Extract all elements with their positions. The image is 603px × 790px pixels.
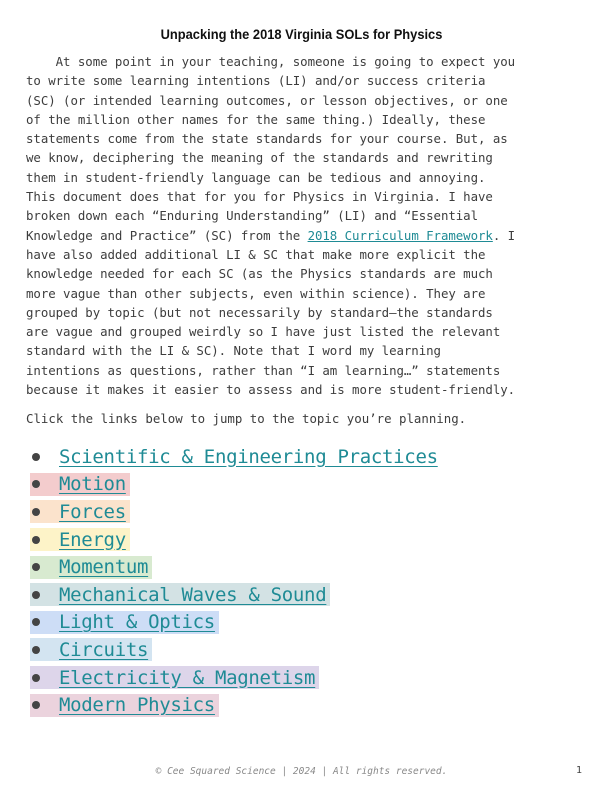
list-item bbox=[30, 526, 442, 554]
list-item bbox=[30, 443, 442, 471]
topic-highlight bbox=[30, 445, 442, 468]
page-number: 1 bbox=[576, 765, 583, 776]
list-item bbox=[30, 581, 442, 609]
bullet-icon bbox=[32, 508, 40, 516]
bullet-icon bbox=[32, 646, 40, 654]
topic-link-modern-physics[interactable]: Modern Physics bbox=[59, 694, 215, 717]
topic-link-energy[interactable]: Energy bbox=[59, 528, 126, 551]
bullet-icon bbox=[32, 563, 40, 571]
topic-highlight bbox=[30, 528, 130, 551]
topic-link-electricity-magnetism[interactable]: Electricity & Magnetism bbox=[59, 666, 316, 689]
intro-text-before-link: At some point in your teaching, someone is going to expect you to write some learning intentions (LI) and/or success criteria (SC) (or intended learning outcomes, or lesson objectives, or one of the million other names for the same thing.) Ideally, these statements come from the state standards for your course. But, as we know, deciphering the meaning of the standards and rewriting them in student-friendly language can be tedious and annoying. This document does that for you for Physics in Virginia. I have broken down each “Enduring Understanding” (LI) and “Essential Knowledge and Practice” (SC) from the bbox=[26, 54, 516, 243]
topic-highlight bbox=[30, 556, 152, 579]
bullet-icon bbox=[32, 591, 40, 599]
bullet-icon bbox=[32, 701, 40, 709]
topic-link-circuits[interactable]: Circuits bbox=[59, 638, 149, 661]
list-item bbox=[30, 471, 442, 499]
topic-link-light-optics[interactable]: Light & Optics bbox=[59, 611, 215, 634]
document-title: Unpacking the 2018 Virginia SOLs for Physics bbox=[160, 26, 443, 42]
list-item bbox=[30, 691, 442, 719]
click-instruction: Click the links below to jump to the topic you’re planning. bbox=[26, 411, 467, 426]
list-item bbox=[30, 498, 442, 526]
topic-highlight bbox=[30, 473, 130, 496]
list-item bbox=[30, 553, 442, 581]
intro-text-after-link: . I have also added additional LI & SC that make more explicit the knowledge needed for each SC (as the Physics standards are much more vague than other subjects, even within science). They are grouped by topic (but not necessarily by standard—the standards are vague and grouped weirdly so I have just listed the relevant standard with the LI & SC). Note that I word my learning intentions as questions, rather than “I am learning…” statements because it makes it easier to assess and is more student-friendly. bbox=[26, 227, 516, 398]
topic-list bbox=[30, 443, 442, 719]
bullet-icon bbox=[32, 453, 40, 461]
page-footer: © Cee Squared Science | 2024 | All rights reserved. bbox=[155, 766, 448, 777]
topic-link-motion[interactable]: Motion bbox=[59, 473, 126, 496]
topic-highlight bbox=[30, 694, 219, 717]
list-item bbox=[30, 664, 442, 692]
topic-link-mechanical-waves-sound[interactable]: Mechanical Waves & Sound bbox=[59, 583, 327, 606]
topic-highlight bbox=[30, 666, 319, 689]
bullet-icon bbox=[32, 674, 40, 682]
topic-highlight bbox=[30, 583, 330, 606]
topic-link-forces[interactable]: Forces bbox=[59, 500, 126, 523]
curriculum-framework-link[interactable]: 2018 Curriculum Framework bbox=[307, 227, 493, 243]
list-item bbox=[30, 609, 442, 637]
topic-highlight bbox=[30, 638, 152, 661]
topic-highlight bbox=[30, 611, 219, 634]
bullet-icon bbox=[32, 618, 40, 626]
bullet-icon bbox=[32, 480, 40, 488]
intro-paragraph bbox=[26, 52, 586, 399]
bullet-icon bbox=[32, 536, 40, 544]
topic-link-momentum[interactable]: Momentum bbox=[59, 556, 149, 579]
topic-link-scientific-engineering-practices[interactable]: Scientific & Engineering Practices bbox=[59, 445, 438, 468]
list-item bbox=[30, 636, 442, 664]
topic-highlight bbox=[30, 500, 130, 523]
